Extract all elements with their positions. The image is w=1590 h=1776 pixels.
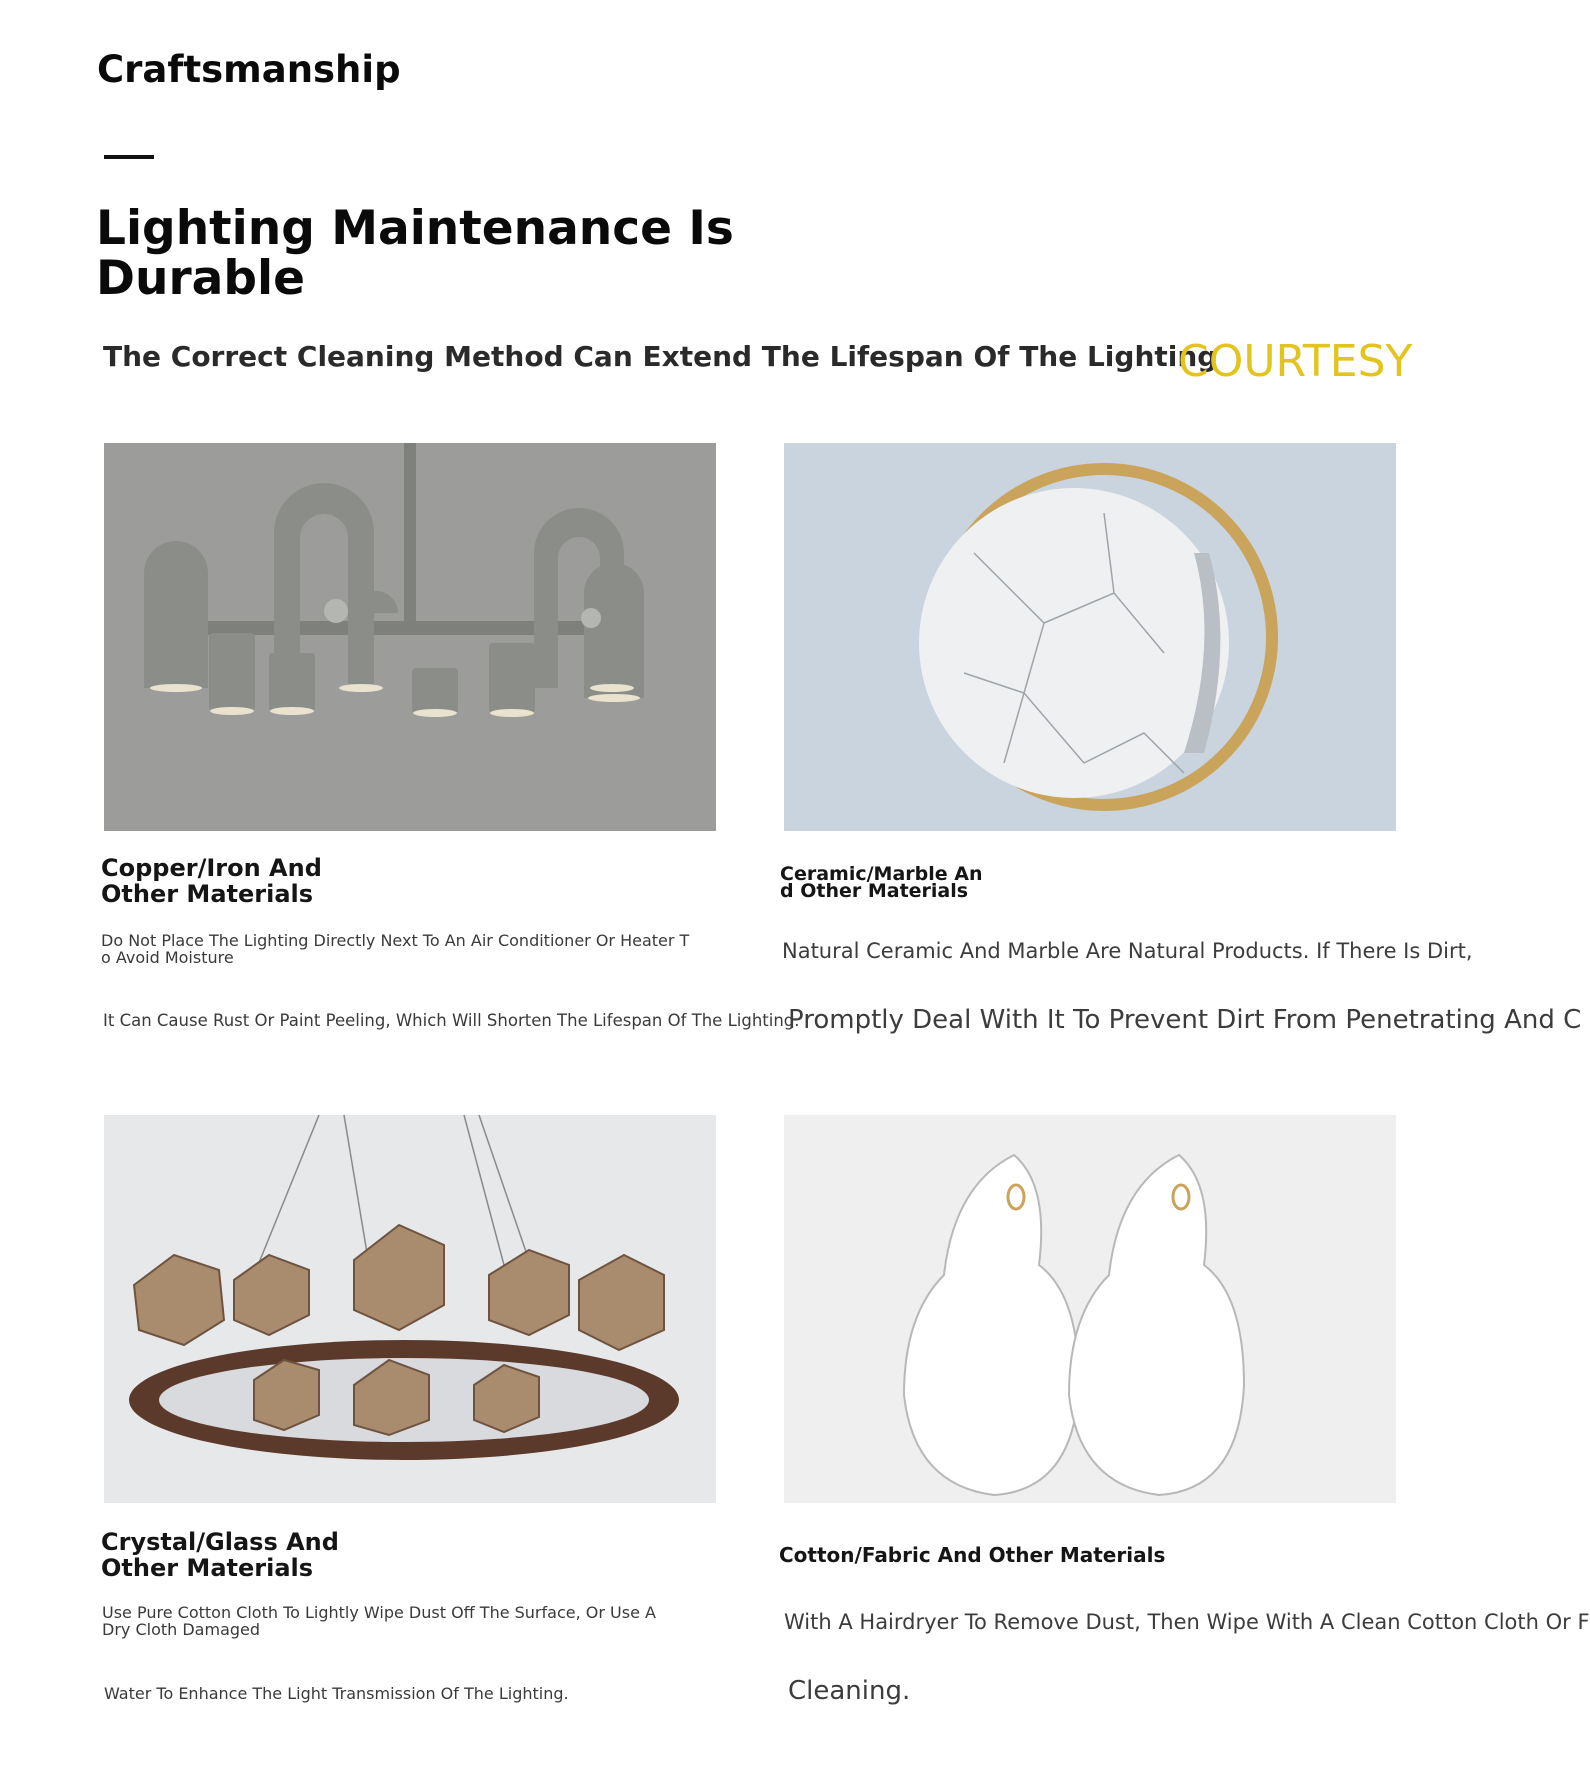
crystal-chandelier-image bbox=[104, 1115, 716, 1503]
material-title-crystal-glass bbox=[101, 1529, 339, 1581]
material-note-crystal-glass: Use Pure Cotton Cloth To Lightly Wipe Dust Off The Surface, Or Use A Dry Cloth Damaged bbox=[102, 1603, 656, 1639]
material-title-copper-iron bbox=[101, 855, 322, 907]
material-detail-cotton-fabric: Cleaning. bbox=[788, 1676, 911, 1706]
material-detail-crystal-glass: Water To Enhance The Light Transmission Of The Lighting. bbox=[104, 1684, 569, 1703]
material-title-line: Crystal/Glass And bbox=[101, 1528, 339, 1556]
material-detail-ceramic-marble: Promptly Deal With It To Prevent Dirt From Penetrating And C bbox=[788, 1005, 1582, 1035]
material-title-line: d Other Materials bbox=[780, 880, 969, 902]
material-title-line: Copper/Iron And bbox=[101, 854, 322, 882]
material-note-ceramic-marble: Natural Ceramic And Marble Are Natural Products. If There Is Dirt, bbox=[782, 939, 1473, 963]
page-title: Lighting Maintenance Is Durable bbox=[96, 201, 734, 306]
material-title-line: Other Materials bbox=[101, 1554, 314, 1582]
product-photo-ceramic-marble bbox=[784, 443, 1396, 831]
material-title-line: Ceramic/Marble An bbox=[780, 863, 983, 885]
product-photo-crystal-glass bbox=[104, 1115, 716, 1503]
courtesy-badge: COURTESY bbox=[1178, 336, 1413, 387]
divider bbox=[104, 155, 154, 159]
material-title-line: Other Materials bbox=[101, 880, 314, 908]
material-detail-copper-iron: It Can Cause Rust Or Paint Peeling, Which Will Shorten The Lifespan Of The Lighting. bbox=[103, 1011, 800, 1030]
product-photo-copper-iron bbox=[104, 443, 716, 831]
product-photo-cotton-fabric bbox=[784, 1115, 1396, 1503]
material-title-ceramic-marble bbox=[780, 863, 983, 902]
grey-chandelier-image bbox=[104, 443, 716, 831]
material-note-copper-iron: Do Not Place The Lighting Directly Next To An Air Conditioner Or Heater To Avoid Moisture bbox=[101, 931, 690, 967]
section-kicker: Craftsmanship bbox=[97, 48, 401, 91]
material-note-cotton-fabric: With A Hairdryer To Remove Dust, Then Wipe With A Clean Cotton Cloth Or F bbox=[784, 1610, 1590, 1634]
white-pendants-image bbox=[784, 1115, 1396, 1503]
material-title-cotton-fabric: Cotton/Fabric And Other Materials bbox=[779, 1543, 1166, 1567]
page-subtitle: The Correct Cleaning Method Can Extend The Lifespan Of The Lighting bbox=[103, 340, 1218, 373]
marble-disc-image bbox=[784, 443, 1396, 831]
